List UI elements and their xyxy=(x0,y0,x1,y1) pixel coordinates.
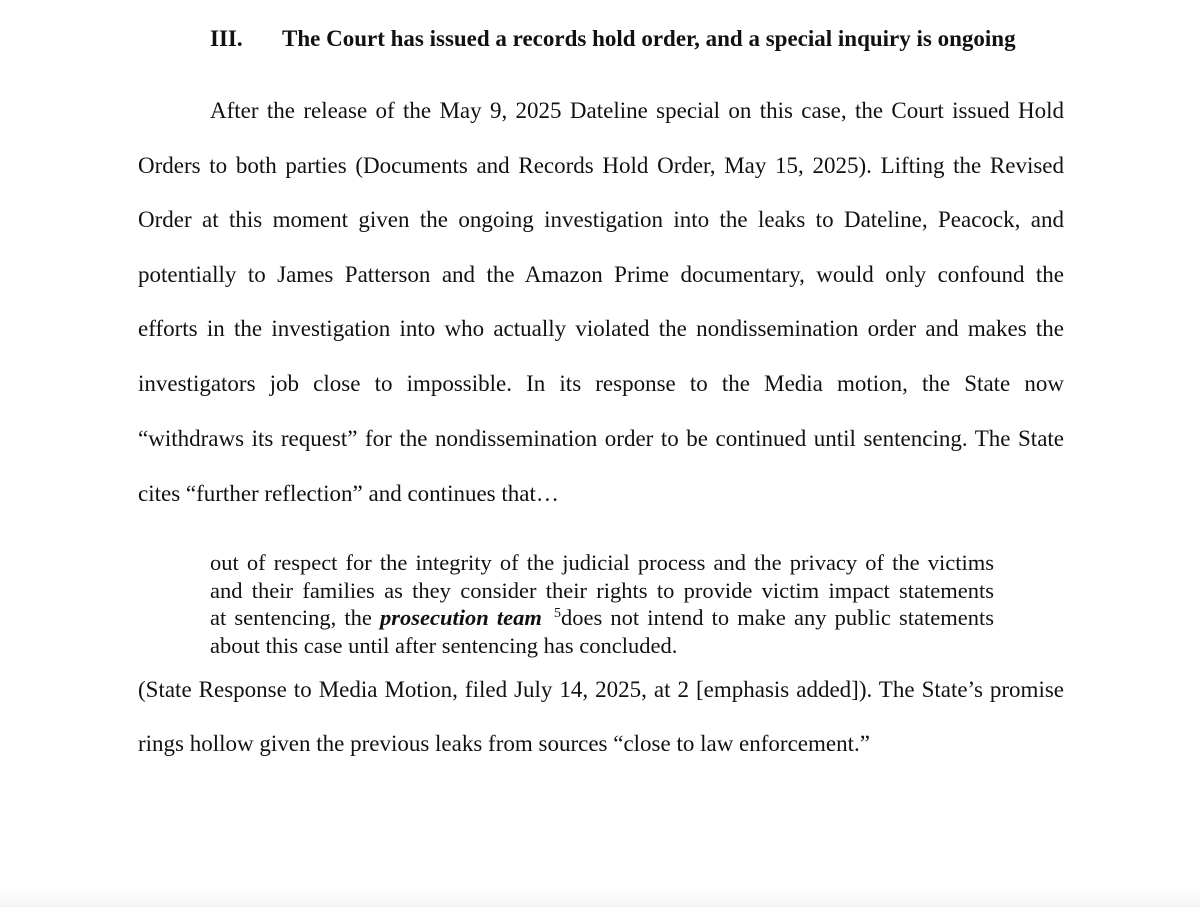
quote-line xyxy=(210,604,994,632)
quote-text: does not intend to make any public statements xyxy=(560,605,994,630)
paragraph-line: rings hollow given the previous leaks from sources “close to law enforcement.” xyxy=(138,731,870,756)
section-number: III. xyxy=(210,26,243,51)
footnote-marker: 5 xyxy=(553,606,561,621)
section-heading xyxy=(210,26,1016,52)
paragraph-line: After the release of the May 9, 2025 Dateline special on this case, the Court issued Hold xyxy=(210,98,1064,123)
quote-line: about this case until after sentencing has concluded. xyxy=(210,632,678,658)
section-title: The Court has issued a records hold order, and a special inquiry is ongoing xyxy=(282,26,1016,51)
paragraph-line: cites “further reflection” and continues that… xyxy=(138,481,559,506)
paragraph-line: “withdraws its request” for the nondissemination order to be continued until sentencing. The State xyxy=(138,426,1064,451)
quote-line: out of respect for the integrity of the judicial process and the privacy of the victims xyxy=(210,550,994,575)
paragraph-line: Order at this moment given the ongoing investigation into the leaks to Dateline, Peacock, and xyxy=(138,207,1064,232)
quote-line: and their families as they consider their rights to provide victim impact statements xyxy=(210,577,994,603)
quote-text: at sentencing, the xyxy=(210,605,380,630)
paragraph-line: (State Response to Media Motion, filed July 14, 2025, at 2 [emphasis added]). The State’s promise xyxy=(138,677,1064,702)
paragraph-line: investigators job close to impossible. In its response to the Media motion, the State now xyxy=(138,371,1064,396)
page-bottom-edge xyxy=(0,887,1200,907)
paragraph-line: Orders to both parties (Documents and Records Hold Order, May 15, 2025). Lifting the Revised xyxy=(138,153,1064,178)
block-quote xyxy=(210,549,994,659)
emphasized-phrase: prosecution team xyxy=(379,605,542,630)
paragraph-line: efforts in the investigation into who actually violated the nondissemination order and makes the xyxy=(138,316,1064,341)
paragraph-line: potentially to James Patterson and the Amazon Prime documentary, would only confound the xyxy=(138,262,1064,287)
